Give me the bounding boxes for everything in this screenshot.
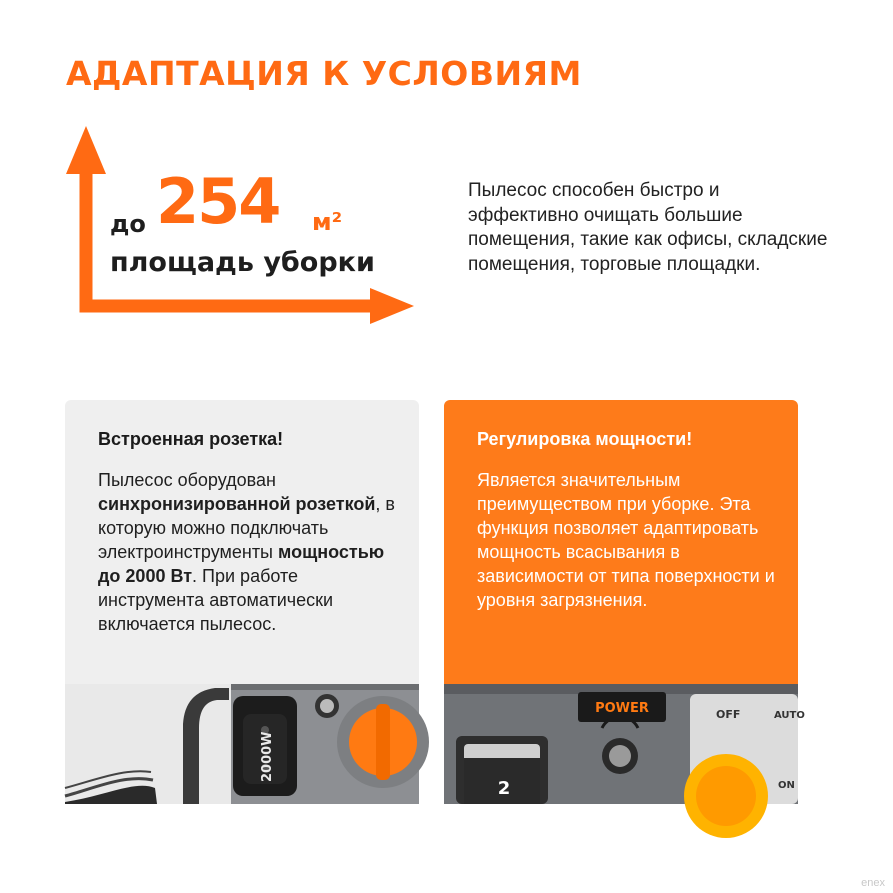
power-label: POWER	[595, 701, 649, 716]
power-feature-card	[444, 400, 805, 804]
socket-icon	[456, 736, 548, 804]
body-text: . При работе инструмента автоматически включается пылесос.	[98, 566, 334, 634]
body-bold-text: синхронизированной розеткой	[98, 494, 376, 514]
socket-label: 2000W	[260, 731, 275, 782]
page-title: АДАПТАЦИЯ К УСЛОВИЯМ	[66, 54, 582, 93]
power-dial-icon	[337, 696, 429, 788]
card-title: Регулировка мощности!	[477, 429, 693, 449]
arrow-up-head	[66, 126, 106, 174]
power-panel-image	[444, 684, 805, 804]
body-text: Пылесос оборудован	[98, 470, 276, 490]
stat-prefix: до	[110, 210, 146, 238]
stat-unit: м²	[312, 208, 343, 236]
stat-value: 254	[156, 165, 280, 238]
body-text: , в которую можно подключать электроинструменты	[98, 494, 395, 562]
intro-text: Пылесос способен быстро и эффективно очищать большие помещения, такие как офисы, складские помещения, торговые площадки.	[468, 180, 828, 275]
watermark-logo: enex	[861, 877, 885, 889]
on-label: ON	[778, 780, 795, 791]
socket-number: 2	[497, 778, 511, 799]
off-label: OFF	[716, 708, 741, 721]
stat-label: площадь уборки	[110, 247, 375, 278]
body-bold-text: мощностью до 2000 Вт	[98, 542, 385, 586]
auto-label: AUTO	[774, 710, 805, 721]
card-body: Является значительным преимуществом при уборке. Эта функция позволяет адаптировать мощность всасывания в зависимости от типа поверхности и уровня загрязнения.	[477, 470, 775, 610]
card-title: Встроенная розетка!	[98, 429, 284, 449]
socket-product-image	[65, 684, 419, 804]
mode-dial-icon	[684, 754, 768, 838]
arrow-right-head	[370, 288, 414, 324]
card-body	[98, 468, 398, 636]
socket-feature-card	[65, 400, 419, 804]
socket-icon	[233, 696, 297, 796]
